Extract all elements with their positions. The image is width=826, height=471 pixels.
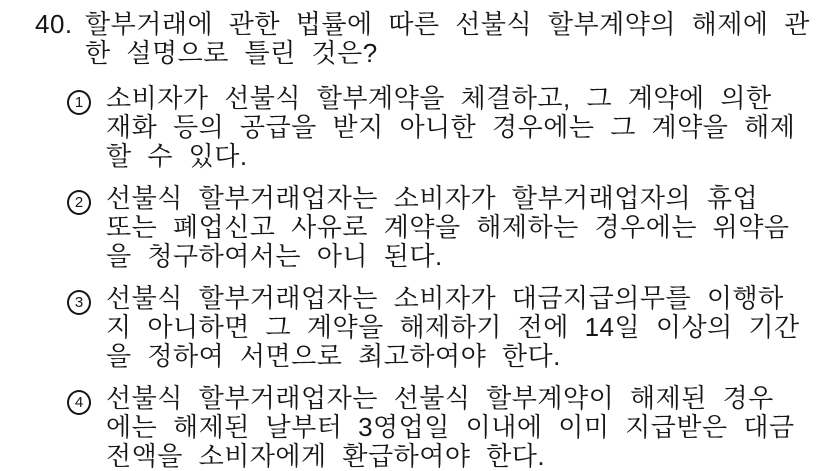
choice-3-marker bbox=[67, 284, 106, 315]
question-number: 40. bbox=[35, 9, 73, 39]
choice-4-marker bbox=[67, 384, 106, 415]
choice-4 bbox=[67, 384, 795, 471]
choice-3-text bbox=[106, 284, 800, 371]
choice-2-line-1: 선불식 할부거래업자는 소비자가 할부거래업자의 휴업 bbox=[106, 183, 759, 213]
choice-4-line-3: 전액을 소비자에게 환급하여야 한다. bbox=[106, 441, 546, 471]
choice-4-text bbox=[106, 384, 795, 471]
circled-number-2-icon bbox=[67, 190, 91, 215]
choice-3-line-1: 선불식 할부거래업자는 소비자가 대금지급의무를 이행하 bbox=[106, 283, 784, 313]
choice-2-text bbox=[106, 184, 795, 271]
choice-1-marker bbox=[67, 84, 106, 115]
choice-2-line-2: 또는 폐업신고 사유로 계약을 해제하는 경우에는 위약음 bbox=[106, 212, 790, 242]
circled-number-3-icon bbox=[67, 290, 91, 315]
choice-4-line-1: 선불식 할부거래업자는 선불식 할부계약이 해제된 경우 bbox=[106, 383, 774, 413]
choice-4-line-2: 에는 해제된 날부터 3영업일 이내에 이미 지급받은 대금 bbox=[106, 412, 795, 442]
choice-3-marker-digit: 3 bbox=[74, 294, 84, 311]
choice-2-marker bbox=[67, 184, 106, 215]
choice-2-marker-digit: 2 bbox=[74, 194, 84, 211]
question-line-2: 한 설명으로 틀린 것은? bbox=[85, 38, 378, 68]
choice-1-line-3: 할 수 있다. bbox=[106, 141, 248, 171]
choice-2 bbox=[67, 184, 795, 271]
choice-3 bbox=[67, 283, 800, 371]
question-text bbox=[85, 10, 810, 68]
choice-2-line-3: 을 청구하여서는 아니 된다. bbox=[106, 241, 443, 271]
choices-list bbox=[67, 83, 800, 471]
choice-3-line-3: 을 정하여 서면으로 최고하여야 한다. bbox=[106, 341, 561, 371]
question-line-1: 할부거래에 관한 법률에 따른 선불식 할부계약의 해제에 관 bbox=[85, 9, 810, 39]
choice-1-marker-digit: 1 bbox=[74, 94, 84, 111]
choice-1 bbox=[67, 84, 795, 171]
choice-4-marker-digit: 4 bbox=[74, 394, 84, 411]
circled-number-1-icon bbox=[67, 90, 91, 115]
choice-1-line-2: 재화 등의 공급을 받지 아니한 경우에는 그 계약을 해제 bbox=[106, 112, 796, 142]
question-block bbox=[35, 9, 810, 68]
circled-number-4-icon bbox=[67, 390, 91, 415]
choice-1-line-1: 소비자가 선불식 할부계약을 체결하고, 그 계약에 의한 bbox=[106, 83, 772, 113]
choice-1-text bbox=[106, 84, 795, 171]
choice-3-line-2: 지 아니하면 그 계약을 해제하기 전에 14일 이상의 기간 bbox=[106, 312, 800, 342]
